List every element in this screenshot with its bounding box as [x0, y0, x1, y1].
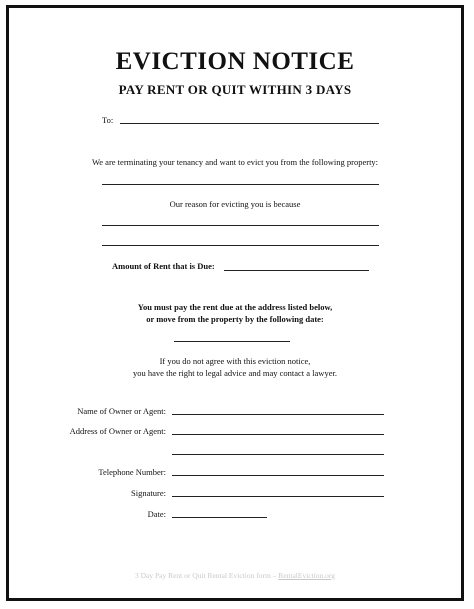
amount-due-label: Amount of Rent that is Due: [112, 261, 215, 271]
to-label: To: [102, 115, 114, 125]
date-label: Date: [147, 509, 166, 519]
instruction-line-1: You must pay the rent due at the address listed below, [137, 302, 333, 312]
owner-address-field-line-1[interactable] [172, 434, 384, 435]
owner-name-label: Name of Owner or Agent: [77, 406, 166, 416]
move-date-field-line[interactable] [174, 341, 290, 342]
eviction-notice-page [6, 5, 464, 601]
telephone-label: Telephone Number: [98, 467, 166, 477]
instruction-line-2: or move from the property by the following date: [146, 314, 324, 324]
property-field-line[interactable] [102, 184, 379, 185]
reason-text: Our reason for evicting you is because [169, 199, 301, 209]
reason-field-line-2[interactable] [102, 245, 379, 246]
rights-line-1: If you do not agree with this eviction notice, [159, 356, 311, 366]
terminating-text: We are terminating your tenancy and want to evict you from the following property: [91, 157, 379, 167]
date-field-line[interactable] [172, 517, 267, 518]
signature-field-line[interactable] [172, 496, 384, 497]
telephone-field-line[interactable] [172, 475, 384, 476]
footer [9, 571, 461, 580]
rights-line-2: you have the right to legal advice and may contact a lawyer. [133, 368, 337, 378]
amount-due-field-line[interactable] [224, 270, 369, 271]
owner-address-field-line-2[interactable] [172, 454, 384, 455]
document-subtitle: PAY RENT OR QUIT WITHIN 3 DAYS [118, 82, 352, 97]
reason-field-line-1[interactable] [102, 225, 379, 226]
document-title: EVICTION NOTICE [115, 48, 355, 75]
owner-name-field-line[interactable] [172, 414, 384, 415]
footer-text: 3 Day Pay Rent or Quit Rental Eviction form – [134, 571, 279, 580]
footer-link[interactable]: RentalEviction.org [278, 571, 336, 580]
signature-label: Signature: [131, 488, 166, 498]
to-field-line[interactable] [120, 123, 379, 124]
owner-address-label: Address of Owner or Agent: [69, 426, 166, 436]
